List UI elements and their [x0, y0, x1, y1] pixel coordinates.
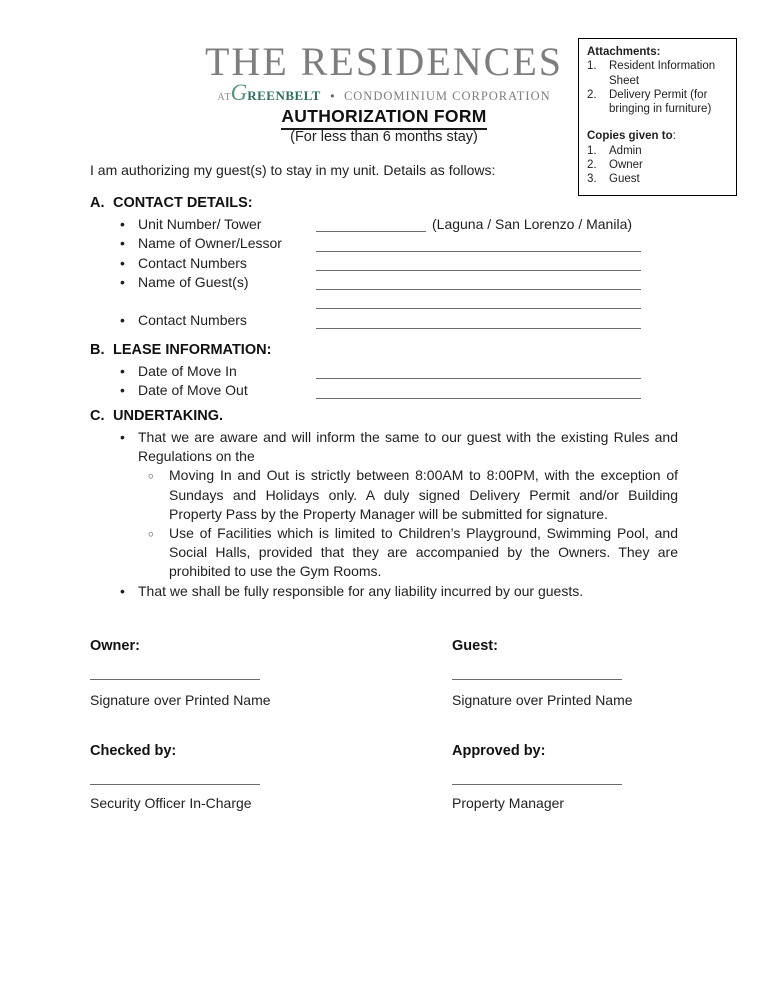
section-title: UNDERTAKING.	[113, 408, 224, 424]
undertaking-sub-facilities	[90, 524, 678, 582]
field-row-contact-numbers	[90, 254, 641, 273]
attachments-box	[578, 38, 737, 196]
bullet-icon	[120, 254, 138, 273]
undertaking-sub-text: Use of Facilities which is limited to Children’s Playground, Swimming Pool, and Social Halls, provided that they are accompanied by the Owners. They are prohibited to use the Gym Rooms.	[169, 525, 678, 580]
logo-title: THE RESIDENCES	[205, 39, 563, 84]
field-label: Contact Numbers	[138, 254, 247, 271]
attachment-item-text: Delivery Permit (for bringing in furniture)	[609, 88, 712, 116]
field-row-move-out-date	[90, 381, 641, 400]
field-label: Name of Guest(s)	[138, 273, 249, 290]
field-row-guest-names-continued	[90, 292, 641, 311]
bullet-icon	[120, 428, 138, 466]
attachment-item	[587, 59, 732, 88]
bullet-icon	[120, 311, 138, 330]
bullet-icon	[120, 215, 138, 234]
section-contact-details	[90, 194, 641, 331]
section-c-heading	[90, 407, 678, 426]
blank-line	[316, 383, 641, 399]
copies-item-text: Guest	[609, 173, 640, 186]
owner-heading: Owner:	[90, 638, 140, 654]
logo-subtitle: CONDOMINIUM CORPORATION	[343, 89, 551, 103]
undertaking-text: That we are aware and will inform the same to our guest with the existing Rules and Regulations on the	[138, 429, 678, 465]
undertaking-bullet-rules	[90, 428, 678, 466]
form-subtitle: (For less than 6 months stay)	[290, 129, 478, 145]
section-letter: C.	[90, 408, 105, 424]
blank-line	[316, 216, 426, 232]
circle-bullet-icon	[146, 524, 169, 582]
field-row-guest-contact-numbers	[90, 311, 641, 330]
bullet-icon	[120, 381, 138, 400]
blank-line	[316, 274, 641, 290]
section-undertaking	[90, 407, 678, 601]
copies-heading: Copies given to:	[587, 130, 676, 143]
copies-item	[587, 172, 732, 186]
copies-item-text: Owner	[609, 159, 643, 172]
blank-line	[316, 236, 641, 252]
list-number: 2.	[587, 88, 597, 101]
list-number: 3.	[587, 173, 597, 186]
field-row-owner-name	[90, 234, 641, 253]
separator-dot-icon: •	[330, 89, 335, 103]
greenbelt-text: REENBELT	[247, 88, 321, 103]
section-letter: A.	[90, 195, 105, 211]
spacer	[587, 116, 732, 129]
owner-signature-line	[90, 664, 260, 680]
form-title: AUTHORIZATION FORM	[281, 106, 486, 130]
checked-by-role-label: Security Officer In-Charge	[90, 795, 252, 811]
guest-signature-label: Signature over Printed Name	[452, 692, 633, 708]
list-number: 1.	[587, 144, 597, 157]
field-row-unit-number	[90, 215, 641, 234]
checked-by-heading: Checked by:	[90, 743, 177, 759]
bullet-icon	[120, 362, 138, 381]
field-label: Date of Move Out	[138, 382, 248, 399]
undertaking-bullet-liability	[90, 582, 678, 601]
copies-item	[587, 144, 732, 158]
section-title: LEASE INFORMATION:	[113, 342, 272, 358]
section-letter: B.	[90, 342, 105, 358]
copies-item	[587, 158, 732, 172]
undertaking-sub-text: Moving In and Out is strictly between 8:00AM to 8:00PM, with the exception of Sundays and Holidays only. A duly signed Delivery Permit and/or Building Property Pass by the Property Manager will be submitted for signature.	[169, 467, 678, 522]
list-number: 2.	[587, 159, 597, 172]
intro-text: I am authorizing my guest(s) to stay in my unit. Details as follows:	[90, 162, 496, 178]
field-row-guest-names	[90, 273, 641, 292]
field-label: Contact Numbers	[138, 312, 247, 329]
logo-at-text: AT	[217, 92, 232, 103]
greenbelt-initial: G	[230, 80, 248, 105]
attachment-item-text: Resident Information Sheet	[609, 60, 716, 87]
signature-section	[90, 638, 678, 823]
section-title: CONTACT DETAILS:	[113, 195, 253, 211]
blank-line	[316, 313, 641, 329]
approved-by-signature-line	[452, 769, 622, 785]
copies-item-text: Admin	[609, 144, 642, 157]
bullet-icon	[120, 234, 138, 253]
bullet-icon	[120, 582, 138, 601]
approved-by-heading: Approved by:	[452, 743, 546, 759]
owner-signature-label: Signature over Printed Name	[90, 692, 271, 708]
field-label: Name of Owner/Lessor	[138, 235, 282, 252]
undertaking-text: That we shall be fully responsible for any liability incurred by our guests.	[138, 582, 584, 599]
section-b-heading	[90, 341, 641, 360]
blank-line	[316, 363, 641, 379]
section-a-heading	[90, 194, 641, 213]
attachment-item	[587, 88, 732, 117]
guest-signature-line	[452, 664, 622, 680]
guest-heading: Guest:	[452, 638, 498, 654]
blank-line	[316, 293, 641, 309]
field-label: Date of Move In	[138, 363, 237, 379]
circle-bullet-icon	[146, 466, 169, 524]
bullet-icon	[120, 273, 138, 292]
list-number: 1.	[587, 60, 597, 73]
undertaking-sub-moving	[90, 466, 678, 524]
field-row-move-in-date	[90, 362, 641, 381]
field-label: Unit Number/ Tower	[138, 216, 262, 232]
field-suffix: (Laguna / San Lorenzo / Manila)	[432, 216, 633, 232]
attachments-heading: Attachments:	[587, 46, 661, 58]
section-lease-information	[90, 341, 641, 401]
checked-by-signature-line	[90, 769, 260, 785]
approved-by-role-label: Property Manager	[452, 795, 565, 811]
blank-line	[316, 255, 641, 271]
